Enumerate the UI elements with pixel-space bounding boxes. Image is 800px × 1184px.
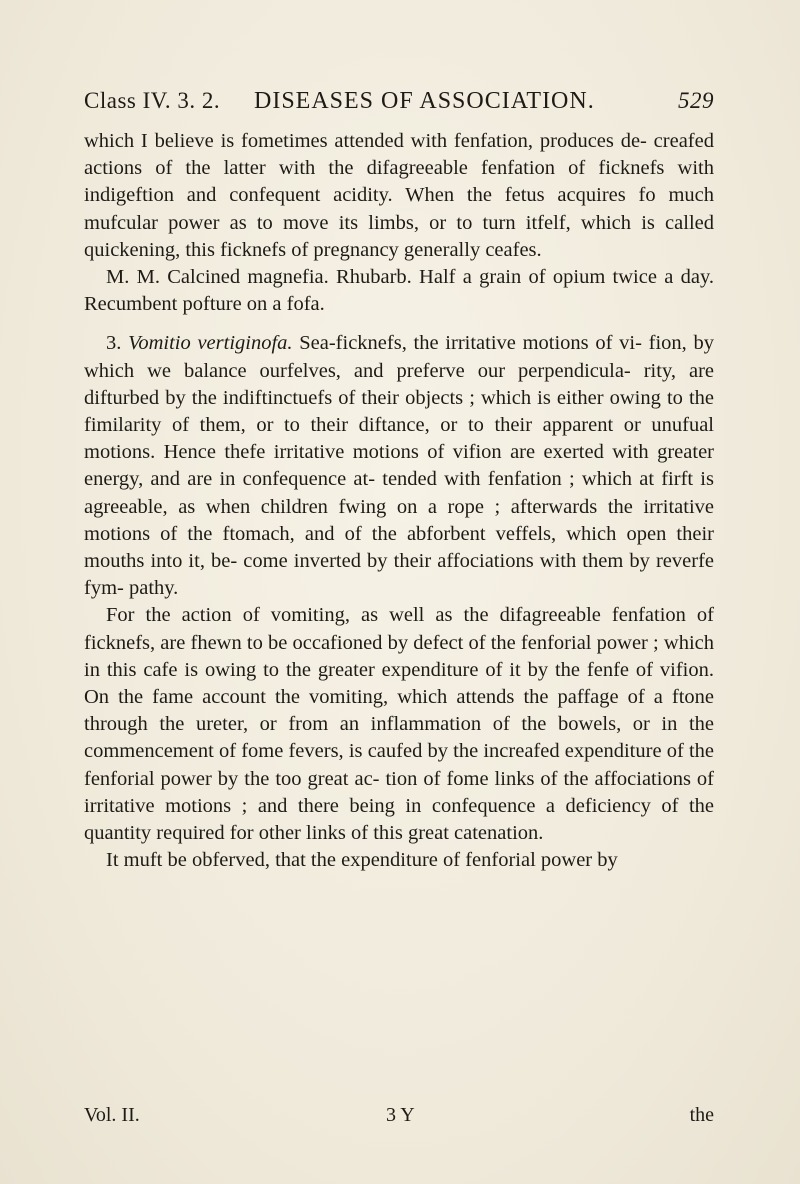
section-paragraph	[84, 330, 714, 602]
paragraph-expenditure: It muft be obferved, that the expenditure of fenforial power by	[106, 849, 618, 872]
body-text	[84, 128, 714, 874]
paragraph-vomiting-action: For the action of vomiting, as well as the difagreeable fenfation of ficknefs, are fhewn to be occafioned by defect of the fenforial power ; which in this cafe is owing to the greater expenditure of it by the fenfe of vifion. On the fame account the vomiting, which attends the paffage of a ftone through the ureter, or from an inflammation of the bowels, or in the commencement of fome fevers, is caufed by the increafed expenditure of the fenforial power by the too great ac- tion of fome links of the affociations of irritative motions ; and there being in confequence a deficiency of the quantity required for other links of this great catenation.	[84, 604, 714, 845]
page-number: 529	[678, 88, 714, 113]
page-footer	[84, 1104, 714, 1132]
running-header	[84, 88, 714, 122]
section-title: Vomitio vertiginofa.	[128, 332, 293, 355]
catchword: the	[689, 1104, 714, 1126]
signature-mark: 3 Y	[386, 1104, 415, 1126]
volume-label: Vol. II.	[84, 1104, 140, 1126]
section-body: Sea-ficknefs, the irritative motions of vi- fion, by which we balance ourfelves, and preferve our perpendicula- rity, are difturbed by the indiftinctuefs of their objects ; which is either owing to the fimilarity of them, or to their diftance, or to their apparent or unufual motions. Hence thefe irritative motions of vifion are exerted with greater energy, and are in confequence at- tended with fenfation ; which at firft is agreeable, as when children fwing on a rope ; afterwards the irritative motions of the ftomach, and of the abforbent veffels, which open their mouths into it, be- come inverted by their affociations with them by reverfe fym- pathy.	[84, 332, 714, 600]
section-number: 3.	[106, 332, 122, 355]
paragraph-continuation: which I believe is fometimes attended with fenfation, produces de- creafed actions of the latter with the difagreeable fenfation of ficknefs with indigeftion and confequent acidity. When the fetus acquires fo much mufcular power as to move its limbs, or to turn itfelf, which is called quickening, this ficknefs of pregnancy generally ceafes.	[84, 130, 714, 261]
class-reference: Class IV. 3. 2.	[84, 88, 221, 113]
chapter-title: DISEASES OF ASSOCIATION.	[254, 88, 595, 114]
paragraph-medical-remedy: M. M. Calcined magnefia. Rhubarb. Half a grain of opium twice a day. Recumbent pofture on a fofa.	[84, 266, 714, 316]
